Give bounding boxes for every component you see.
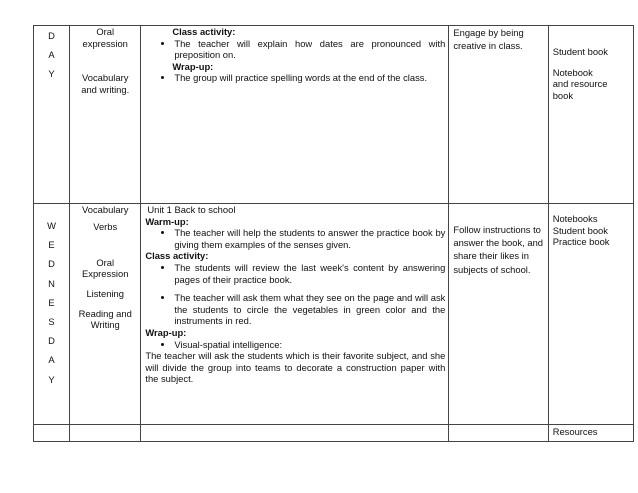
day-cell [34,204,70,425]
skill-line: Verbs [93,220,118,232]
skill-line: Expression [82,268,129,280]
list-item: • The teacher will explain how dates are pronounced with preposition on. [174,38,445,61]
resource-line: Practice book [552,236,610,248]
skill-line [74,300,136,308]
day-letter: Y [48,68,55,80]
resource-line: Student book [552,224,608,236]
skill-line [74,280,136,288]
day-letter: A [48,354,55,366]
skill-line: Reading and [78,307,132,319]
class-activity-heading: Class activity: [172,26,236,37]
resource-line: and resource [552,78,608,90]
skill-line [74,61,136,73]
table-row [34,425,634,442]
resource-line: Student book [552,46,608,57]
skill-line [74,49,136,61]
engagement-cell [449,204,548,425]
day-letter: N [48,277,55,289]
resources-cell [548,204,633,425]
skill-line: Writing [90,319,120,331]
activity-cell [141,26,449,204]
day-letter: E [48,239,55,251]
skill-line: Vocabulary [82,72,129,84]
activity-cell [141,204,449,425]
skill-line: Vocabulary [82,204,129,215]
resource-line: Notebooks [552,213,598,224]
wrap-up-list [145,72,445,84]
empty-cell [70,425,141,442]
class-activity-list [145,38,445,61]
skill-line: and writing. [81,83,130,95]
unit-title: Unit 1 Back to school [147,204,236,215]
skill-line: expression [82,37,128,49]
skill-line [74,232,136,244]
resource-line [553,58,629,67]
engagement-text: Follow instructions to answer the book, and share their likes in subjects of school. [453,224,544,275]
resources-cell [548,425,633,442]
warm-up-list [145,227,445,250]
resource-line: book [552,89,574,101]
resource-line: Notebook [552,66,593,78]
day-cell [34,26,70,204]
skill-line: Oral [96,256,115,268]
skill-line [74,244,136,257]
engagement-text: Engage by being creative in class. [453,27,524,52]
empty-cell [141,425,449,442]
class-activity-heading: Class activity: [145,250,209,262]
list-item: • The teacher will help the students to answer the practice book by giving them examples of the senses given. [174,227,445,250]
list-item: • The teacher will ask them what they see on the page and will ask the students to circle the vegetables in green color and the instruments in red. [174,292,445,327]
engagement-cell [449,26,548,204]
resources-heading: Resources [552,426,598,437]
skills-cell [70,26,141,204]
wrap-up-heading: Wrap-up: [172,60,214,72]
wrap-up-list [145,339,445,351]
skills-cell [70,204,141,425]
day-letter: D [48,30,55,41]
skill-line: Listening [86,287,124,299]
wrap-up-heading: Wrap-up: [145,326,187,338]
table-row [34,26,634,204]
day-letter: S [48,315,55,327]
day-letter: D [48,335,55,347]
lesson-plan-table [33,25,634,442]
empty-cell [449,425,548,442]
day-letter: Y [48,373,55,385]
table-row [34,204,634,425]
list-item: • The group will practice spelling words at the end of the class. [174,72,445,84]
day-letter: D [48,258,55,270]
day-letter: W [47,220,56,231]
skill-line: Oral [96,26,115,37]
wrap-up-text: The teacher will ask the students which is their favorite subject, and she will divide the group into teams to decorate a construction paper with the subject. [145,350,446,385]
class-activity-list [145,262,445,327]
day-letter: E [48,296,55,308]
list-item: • The students will review the last week's content by answering pages of their practice book. [174,262,445,285]
day-letter: A [48,49,55,61]
empty-cell [34,425,70,442]
list-item: • Visual-spatial intelligence: [174,339,445,351]
resources-cell [548,26,633,204]
warm-up-heading: Warm-up: [145,215,189,227]
